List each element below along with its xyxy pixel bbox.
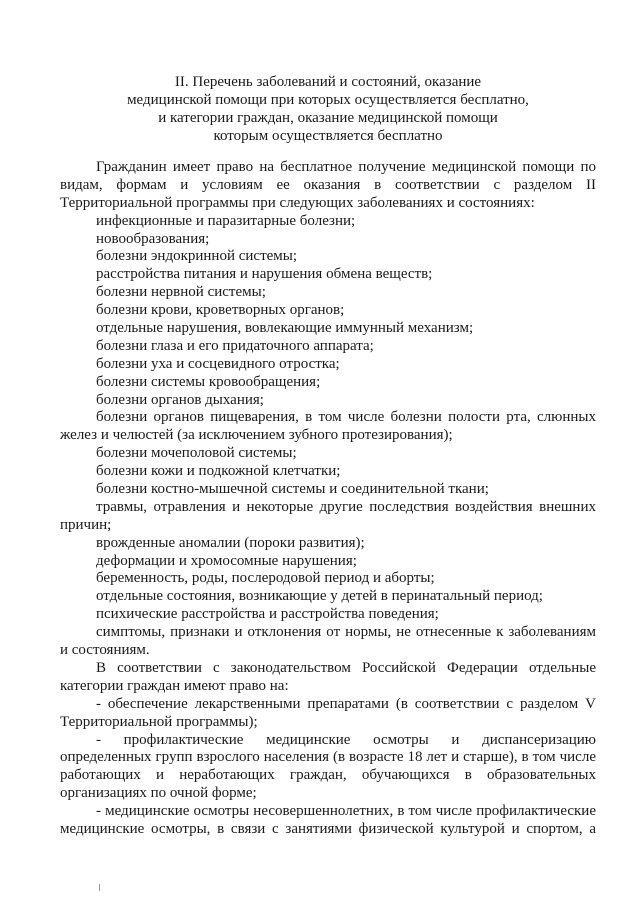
category-item-continuation: медицинские осмотры, в связи с занятиями физической культурой и спортом, а <box>60 820 596 837</box>
disease-list-item: болезни органов пищеварения, в том числе болезни полости рта, слюнных <box>96 409 596 426</box>
heading-line: которым осуществляется бесплатно <box>213 128 443 144</box>
disease-list-item: болезни кожи и подкожной клетчатки; <box>96 463 341 480</box>
page-edge-mark <box>99 884 100 891</box>
disease-list-item: болезни крови, кроветворных органов; <box>96 302 345 319</box>
disease-list-item: болезни системы кровообращения; <box>96 373 321 390</box>
category-item: - медицинские осмотры несовершеннолетних, в том числе профилактические <box>96 803 596 820</box>
category-item: - профилактические медицинские осмотры и диспансеризацию <box>96 731 596 748</box>
disease-list-item: болезни нервной системы; <box>96 284 266 301</box>
disease-list-item: болезни мочеполовой системы; <box>96 445 297 462</box>
heading-line: II. Перечень заболеваний и состояний, оказание <box>174 74 482 90</box>
disease-list-item: травмы, отравления и некоторые другие последствия воздействия внешних <box>96 498 596 515</box>
intro-paragraph-line: Территориальной программы при следующих заболеваниях и состояниях: <box>60 194 535 211</box>
disease-list-item: болезни уха и сосцевидного отростка; <box>96 355 340 372</box>
disease-list-item: отдельные нарушения, вовлекающие иммунный механизм; <box>96 320 474 337</box>
category-item-continuation: определенных групп взрослого населения (в возрасте 18 лет и старше), в том числе <box>60 749 596 766</box>
disease-list-item: расстройства питания и нарушения обмена веществ; <box>96 266 433 283</box>
category-item: - обеспечение лекарственными препаратами (в соответствии с разделом V <box>96 695 596 712</box>
category-item-continuation: организациях по очной форме; <box>60 785 257 802</box>
disease-list-item: болезни эндокринной системы; <box>96 248 298 265</box>
disease-list-item: болезни органов дыхания; <box>96 391 264 408</box>
disease-list-item: психические расстройства и расстройства поведения; <box>96 606 439 623</box>
intro-paragraph-line: Гражданин имеет право на бесплатное получение медицинской помощи по <box>96 159 596 175</box>
section-heading <box>60 73 596 145</box>
disease-list-item: новообразования; <box>96 230 210 247</box>
intro-paragraph-line: видам, формам и условиям ее оказания в соответствии с разделом II <box>60 176 596 193</box>
disease-list-item: симптомы, признаки и отклонения от нормы, не отнесенные к заболеваниям <box>96 624 596 641</box>
disease-list-item: инфекционные и паразитарные болезни; <box>96 212 356 229</box>
disease-list-item-continuation: желез и челюстей (за исключением зубного протезирования); <box>60 427 453 444</box>
disease-list-item-continuation: и состояниям. <box>60 642 150 659</box>
heading-line: и категории граждан, оказание медицинской помощи <box>158 110 498 126</box>
disease-list-item: врожденные аномалии (пороки развития); <box>96 534 365 551</box>
categories-intro-line: категории граждан имеют право на: <box>60 677 289 694</box>
heading-line: медицинской помощи при которых осуществляется бесплатно, <box>127 92 529 108</box>
disease-list-item: отдельные состояния, возникающие у детей в перинатальный период; <box>96 588 543 605</box>
category-item-continuation: Территориальной программы); <box>60 713 258 730</box>
categories-intro-line: В соответствии с законодательством Российской Федерации отдельные <box>96 659 596 676</box>
disease-list-item: беременность, роды, послеродовой период и аборты; <box>96 570 435 587</box>
disease-list-item: болезни костно-мышечной системы и соединительной ткани; <box>96 481 489 498</box>
document-body <box>60 159 596 839</box>
disease-list-item: деформации и хромосомные нарушения; <box>96 552 357 569</box>
category-item-continuation: работающих и неработающих граждан, обучающихся в образовательных <box>60 767 596 784</box>
disease-list-item: болезни глаза и его придаточного аппарата; <box>96 337 374 354</box>
disease-list-item-continuation: причин; <box>60 516 112 533</box>
